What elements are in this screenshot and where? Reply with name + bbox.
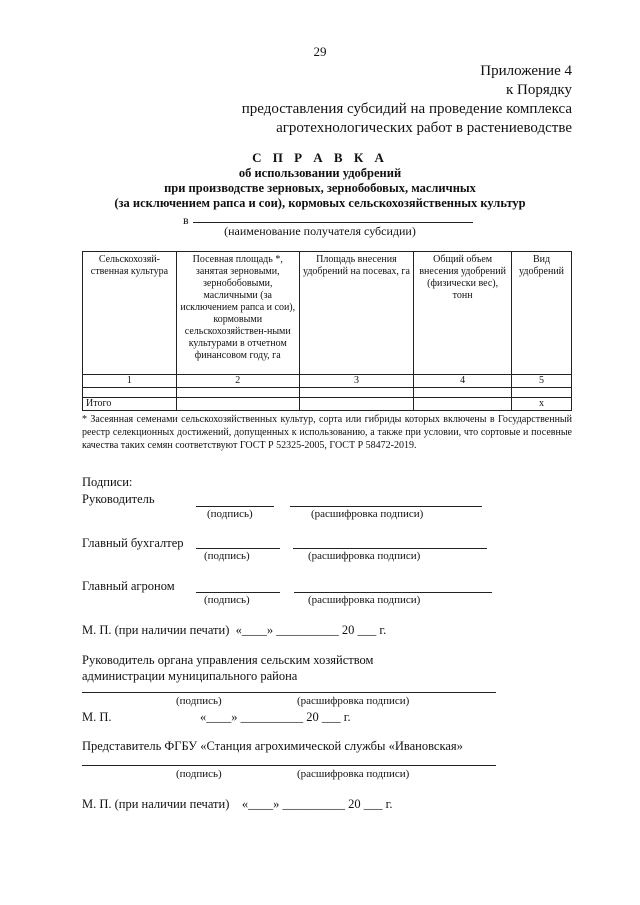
- table-cell: [512, 388, 572, 398]
- subtitle-line-1: об использовании удобрений: [238, 166, 402, 180]
- decode-caption: (расшифровка подписи): [308, 594, 421, 606]
- table-total-row: [83, 398, 572, 411]
- director-signature-line: [196, 506, 274, 507]
- sign-caption: (подпись): [204, 594, 250, 606]
- table-number-row: [83, 375, 572, 388]
- sign-caption: (подпись): [176, 768, 222, 780]
- signatures-heading: Подписи:: [82, 475, 133, 489]
- decode-caption: (расшифровка подписи): [308, 550, 421, 562]
- authority-mp: М. П.: [82, 710, 112, 724]
- recipient-prefix: в: [183, 213, 189, 227]
- agronomist-decode-line: [294, 592, 492, 593]
- appendix-line-1: Приложение 4: [480, 63, 572, 79]
- table-cell: [176, 388, 299, 398]
- agronomist-signature-line: [196, 592, 280, 593]
- authority-signature-line: [82, 692, 496, 693]
- document-title: С П Р А В К А: [252, 150, 388, 165]
- director-label: Руководитель: [82, 492, 155, 506]
- total-label: Итого: [83, 398, 177, 411]
- table-cell: [414, 398, 512, 411]
- sign-caption: (подпись): [207, 508, 253, 520]
- recipient-name-line: [193, 222, 473, 223]
- appendix-line-4: агротехнологических работ в растениеводстве: [276, 120, 572, 136]
- appendix-line-3: предоставления субсидий на проведение комплекса: [241, 101, 572, 117]
- table-cell: [176, 398, 299, 411]
- table-cell: [299, 398, 414, 411]
- page-number: 29: [313, 44, 327, 59]
- table-header-row: [83, 252, 572, 375]
- representative-label: Представитель ФГБУ «Станция агрохимической службы «Ивановская»: [82, 739, 463, 753]
- chief-accountant-label: Главный бухгалтер: [82, 536, 184, 550]
- header-application-area: Площадь внесения удобрений на посевах, га: [299, 252, 414, 375]
- footnote: * Засеянная семенами сельскохозяйственных культур, сорта или гибриды которых включены в Государственный реестр селекционных достижений, допущенных к использованию, а также при условии, что сортовые и посевные качества таких семян соответствуют ГОСТ Р 52325-2005, ГОСТ Р 58472-2019.: [82, 414, 572, 451]
- column-number: 1: [83, 375, 177, 388]
- document-subtitle: [40, 166, 600, 211]
- decode-caption: (расшифровка подписи): [297, 768, 410, 780]
- table-row: [83, 388, 572, 398]
- sign-caption: (подпись): [176, 695, 222, 707]
- appendix-block: [242, 62, 572, 138]
- recipient-caption: (наименование получателя субсидии): [224, 224, 416, 238]
- decode-caption: (расшифровка подписи): [311, 508, 424, 520]
- chief-agronomist-label: Главный агроном: [82, 579, 175, 593]
- accountant-decode-line: [293, 548, 487, 549]
- authority-line-2: администрации муниципального района: [82, 669, 298, 683]
- authority-line-1: Руководитель органа управления сельским хозяйством: [82, 653, 374, 667]
- table-cell: [83, 388, 177, 398]
- decode-caption: (расшифровка подписи): [297, 695, 410, 707]
- header-total-volume: Общий объем внесения удобрений (физически вес), тонн: [414, 252, 512, 375]
- accountant-signature-line: [196, 548, 280, 549]
- representative-stamp-line: М. П. (при наличии печати) «____» __________ 20 ___ г.: [82, 797, 393, 811]
- appendix-line-2: к Порядку: [506, 82, 572, 98]
- total-x-mark: x: [512, 398, 572, 411]
- authority-date: «____» __________ 20 ___ г.: [200, 710, 351, 724]
- header-crop: Сельскохозяй-ственная культура: [83, 252, 177, 375]
- table-cell: [414, 388, 512, 398]
- subtitle-line-3: (за исключением рапса и сои), кормовых сельскохозяйственных культур: [114, 196, 526, 210]
- column-number: 2: [176, 375, 299, 388]
- stamp-line: М. П. (при наличии печати) «____» __________ 20 ___ г.: [82, 623, 387, 637]
- column-number: 4: [414, 375, 512, 388]
- fertilizer-table: [82, 251, 572, 411]
- subtitle-line-2: при производстве зерновых, зернобобовых, масличных: [164, 181, 476, 195]
- sign-caption: (подпись): [204, 550, 250, 562]
- representative-signature-line: [82, 765, 496, 766]
- header-sown-area: Посевная площадь *, занятая зерновыми, зернобобовыми, масличными (за исключением рапса и сои), кормовыми сельскохозяйствен-ными культурами в отчетном финансовом году, га: [176, 252, 299, 375]
- column-number: 5: [512, 375, 572, 388]
- table-cell: [299, 388, 414, 398]
- column-number: 3: [299, 375, 414, 388]
- director-decode-line: [290, 506, 482, 507]
- header-fertilizer-type: Вид удобрений: [512, 252, 572, 375]
